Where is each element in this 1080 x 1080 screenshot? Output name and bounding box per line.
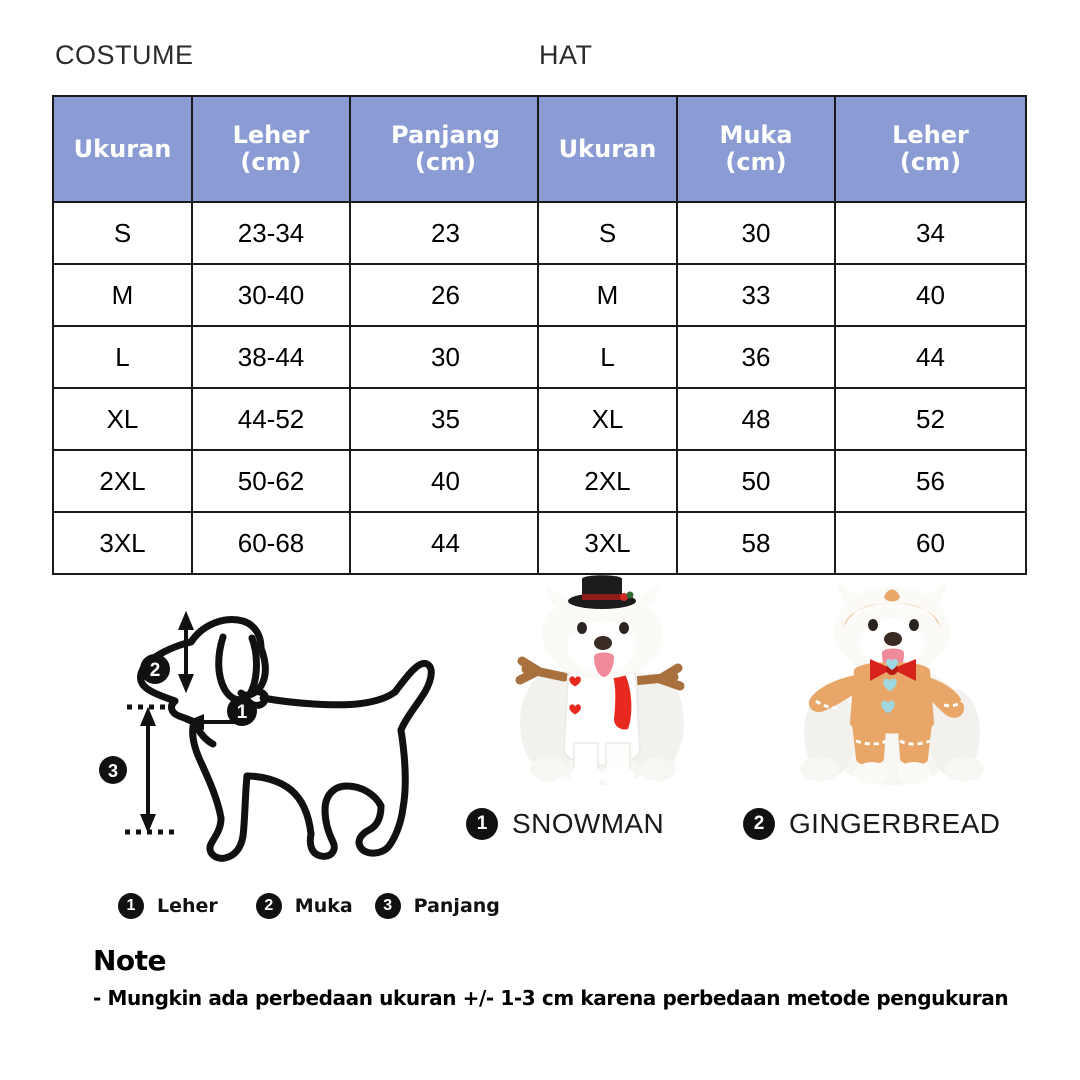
lower-content-area	[0, 565, 1080, 1080]
measure-2-arrow	[181, 616, 191, 688]
product-number-badge: 2	[743, 808, 775, 840]
legend-label: Muka	[294, 895, 353, 917]
table-row	[53, 450, 541, 512]
product-label: GINGERBREAD	[789, 808, 1001, 839]
eye-right	[909, 619, 919, 631]
eye-left	[577, 622, 587, 634]
cell-leher: 30-40	[192, 264, 350, 326]
marker-2-number: 2	[149, 660, 161, 681]
dog-back	[263, 692, 395, 705]
table-row	[53, 264, 541, 326]
gingerbread-caption	[743, 808, 1000, 840]
table-header-row	[538, 96, 1026, 202]
gingerbread-product-photo	[772, 573, 1012, 798]
column-header-ukuran	[53, 96, 192, 202]
column-header-unit: (cm)	[725, 148, 787, 176]
column-header-text: Ukuran	[73, 134, 172, 163]
marker-badge-1	[227, 696, 257, 726]
cell-size: L	[53, 326, 192, 388]
costume-table-header	[53, 96, 541, 202]
column-header-text: Panjang	[391, 121, 500, 150]
dog-rear-leg-front	[310, 786, 381, 856]
table-row	[53, 326, 541, 388]
cell-leher: 34	[835, 202, 1026, 264]
legend-item-panjang	[375, 893, 500, 919]
legend-number-badge: 1	[118, 893, 144, 919]
snowman-product-photo	[482, 573, 722, 798]
column-header-unit: (cm)	[899, 148, 962, 176]
cell-size: XL	[53, 388, 192, 450]
cell-size: M	[53, 264, 192, 326]
cell-leher: 52	[835, 388, 1026, 450]
cell-leher: 56	[835, 450, 1026, 512]
dog-measurement-diagram	[95, 580, 455, 870]
costume-table-body	[53, 202, 541, 574]
hat-table-header	[538, 96, 1026, 202]
table-row	[538, 326, 1026, 388]
column-header-text: Leher	[892, 121, 969, 150]
column-header-text: Ukuran	[558, 134, 657, 163]
table-row	[538, 450, 1026, 512]
marker-badge-3	[99, 756, 127, 784]
cell-size: 2XL	[53, 450, 192, 512]
column-header-unit: (cm)	[240, 148, 302, 176]
nose	[594, 636, 612, 650]
hat-section-title: HAT	[539, 40, 593, 70]
cell-muka: 48	[677, 388, 835, 450]
hat-table-body	[538, 202, 1026, 574]
cell-muka: 33	[677, 264, 835, 326]
product-number-badge: 1	[466, 808, 498, 840]
cell-leher: 60-68	[192, 512, 350, 574]
column-header-panjang	[350, 96, 541, 202]
cell-size: 3XL	[538, 512, 677, 574]
note-text: - Mungkin ada perbedaan ukuran +/- 1-3 cm karena perbedaan metode pengukuran	[93, 986, 1009, 1010]
cell-size: S	[53, 202, 192, 264]
hat-size-table	[537, 95, 1027, 575]
cell-leher: 60	[835, 512, 1026, 574]
cell-size: 2XL	[538, 450, 677, 512]
column-header-ukuran	[538, 96, 677, 202]
cell-size: M	[538, 264, 677, 326]
dog-tail	[395, 663, 431, 730]
cell-leher: 38-44	[192, 326, 350, 388]
table-header-row	[53, 96, 541, 202]
table-row	[538, 202, 1026, 264]
marker-3-number: 3	[107, 761, 119, 781]
legend-number-badge: 3	[375, 893, 401, 919]
cell-size: L	[538, 326, 677, 388]
column-header-text: Leher	[232, 121, 310, 150]
cell-panjang: 35	[350, 388, 541, 450]
cell-panjang: 26	[350, 264, 541, 326]
nose	[884, 632, 902, 646]
cell-muka: 50	[677, 450, 835, 512]
dog-chin	[172, 701, 194, 722]
table-row	[538, 264, 1026, 326]
cell-leher: 40	[835, 264, 1026, 326]
cell-leher: 44-52	[192, 388, 350, 450]
costume-size-table	[52, 95, 542, 575]
cell-panjang: 44	[350, 512, 541, 574]
cell-muka: 36	[677, 326, 835, 388]
column-header-text: Muka	[719, 121, 793, 150]
note-section	[93, 944, 1008, 1010]
cell-leher: 50-62	[192, 450, 350, 512]
cell-panjang: 23	[350, 202, 541, 264]
table-row	[53, 388, 541, 450]
marker-1-number: 1	[236, 702, 248, 723]
eye-left	[868, 619, 878, 631]
measure-3-arrow	[143, 712, 153, 828]
legend-label: Leher	[157, 895, 218, 917]
top-hat	[568, 575, 636, 609]
dog-belly	[247, 776, 311, 834]
measurement-legend	[118, 893, 500, 919]
legend-item-muka	[256, 893, 353, 919]
cell-leher: 23-34	[192, 202, 350, 264]
table-row	[538, 388, 1026, 450]
marker-badge-2	[140, 654, 170, 684]
cell-size: 3XL	[53, 512, 192, 574]
costume-section-title: COSTUME	[55, 40, 194, 70]
cell-muka: 30	[677, 202, 835, 264]
legend-label: Panjang	[413, 895, 500, 917]
snowman-caption	[466, 808, 664, 840]
cell-size: XL	[538, 388, 677, 450]
cell-muka: 58	[677, 512, 835, 574]
cell-panjang: 30	[350, 326, 541, 388]
legend-number-badge: 2	[256, 893, 282, 919]
legend-item-leher	[118, 893, 218, 919]
note-heading: Note	[93, 944, 167, 977]
column-header-leher	[835, 96, 1026, 202]
cell-size: S	[538, 202, 677, 264]
table-row	[53, 202, 541, 264]
product-label: SNOWMAN	[512, 808, 665, 839]
cell-panjang: 40	[350, 450, 541, 512]
eye-right	[619, 622, 629, 634]
cell-leher: 44	[835, 326, 1026, 388]
column-header-leher	[192, 96, 350, 202]
column-header-unit: (cm)	[414, 148, 477, 176]
column-header-muka	[677, 96, 835, 202]
